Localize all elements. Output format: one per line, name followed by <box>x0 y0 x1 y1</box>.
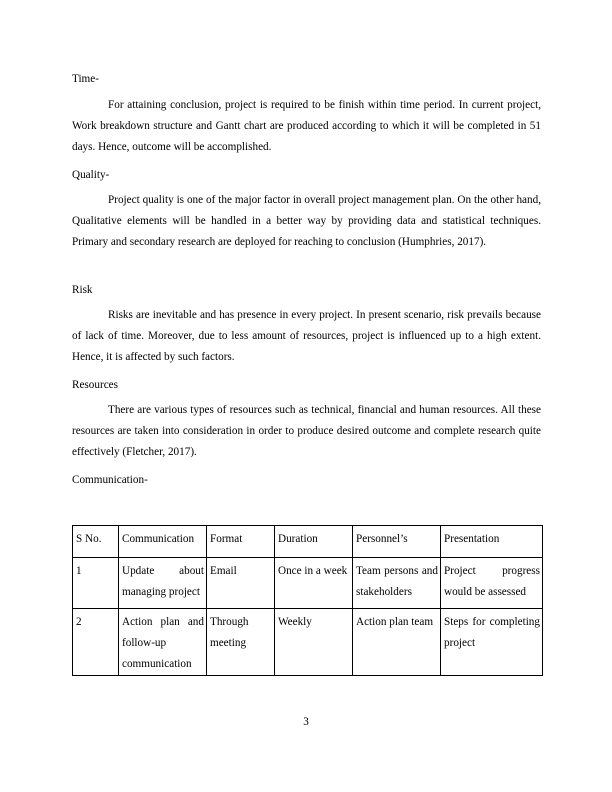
time-paragraph: For attaining conclusion, project is required to be finish within time period. In current project, Work breakdown structure and Gantt chart are produced according to which it will be completed in 51 days. Hence, outcome will be accomplished. <box>72 99 541 153</box>
header-cell: Format <box>207 526 275 558</box>
header-cell: Communication <box>119 526 207 558</box>
resources-paragraph: There are various types of resources such as technical, financial and human resources. All these resources are taken into consideration in order to produce desired outcome and complete research quite effectively (Fletcher, 2017). <box>72 404 541 458</box>
table-row <box>73 558 543 609</box>
header-cell: S No. <box>73 526 119 558</box>
table-cell: Project progress would be assessed <box>441 558 543 609</box>
table-cell: Through meeting <box>207 609 275 676</box>
time-heading: Time- <box>72 73 99 85</box>
risk-heading: Risk <box>72 284 93 296</box>
page-number: 3 <box>303 716 309 728</box>
risk-paragraph: Risks are inevitable and has presence in every project. In present scenario, risk prevails because of lack of time. Moreover, due to less amount of resources, project is influenced up to a high extent. Hence, it is affected by such factors. <box>72 309 541 363</box>
resources-heading: Resources <box>72 379 118 391</box>
table-cell: Once in a week <box>275 558 353 609</box>
table-cell: Action plan and follow-up communication <box>119 609 207 676</box>
header-cell: Duration <box>275 526 353 558</box>
table-cell: Update about managing project <box>119 558 207 609</box>
header-cell: Presentation <box>441 526 543 558</box>
table-cell: 2 <box>73 609 119 676</box>
communication-table <box>72 525 543 676</box>
table-cell: 1 <box>73 558 119 609</box>
table-cell: Weekly <box>275 609 353 676</box>
quality-heading: Quality- <box>72 169 110 181</box>
table-header-row <box>73 526 543 558</box>
table-cell: Email <box>207 558 275 609</box>
communication-heading: Communication- <box>72 474 148 486</box>
header-cell: Personnel’s <box>353 526 441 558</box>
table-cell: Team persons and stakeholders <box>353 558 441 609</box>
table-row <box>73 609 543 676</box>
table-cell: Steps for completing project <box>441 609 543 676</box>
quality-paragraph: Project quality is one of the major factor in overall project management plan. On the other hand, Qualitative elements will be handled in a better way by providing data and statistical techniques. Primary and secondary research are deployed for reaching to conclusion (Humphries, 2017). <box>72 194 541 248</box>
table-cell: Action plan team <box>353 609 441 676</box>
